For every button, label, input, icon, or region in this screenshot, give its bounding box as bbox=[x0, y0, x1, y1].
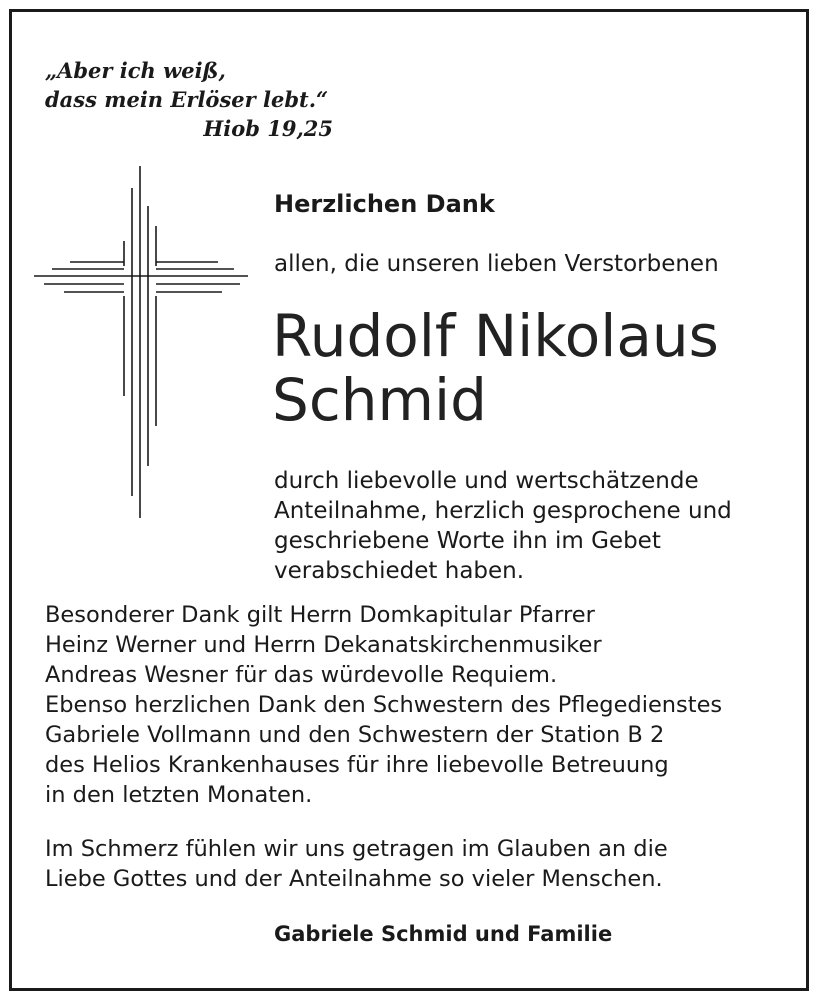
special-thanks-paragraph bbox=[45, 600, 722, 810]
text-line: Heinz Werner und Herrn Dekanatskirchenmusiker bbox=[45, 632, 602, 658]
text-line: Anteilnahme, herzlich gesprochene und bbox=[274, 498, 732, 524]
deceased-name bbox=[272, 304, 719, 432]
text-line: Andreas Wesner für das würdevolle Requiem. bbox=[45, 662, 558, 688]
quote-line: dass mein Erlöser lebt.“ bbox=[45, 87, 329, 112]
text-line: Im Schmerz fühlen wir uns getragen im Glauben an die bbox=[45, 836, 668, 862]
text-line: verabschiedet haben. bbox=[274, 558, 525, 584]
name-line: Rudolf Nikolaus bbox=[272, 302, 719, 370]
text-line: geschriebene Worte ihn im Gebet bbox=[274, 528, 661, 554]
bible-quote bbox=[45, 56, 345, 143]
signature: Gabriele Schmid und Familie bbox=[274, 922, 613, 946]
cross-icon bbox=[34, 166, 248, 518]
text-line: Besonderer Dank gilt Herrn Domkapitular Pfarrer bbox=[45, 602, 595, 628]
quote-reference: Hiob 19,25 bbox=[203, 116, 333, 141]
text-line: des Helios Krankenhauses für ihre liebevolle Betreuung bbox=[45, 752, 669, 778]
name-line: Schmid bbox=[272, 366, 487, 434]
text-line: Liebe Gottes und der Anteilnahme so vieler Menschen. bbox=[45, 866, 663, 892]
text-line: Gabriele Vollmann und den Schwestern der Station B 2 bbox=[45, 722, 665, 748]
closing-paragraph bbox=[45, 834, 668, 894]
text-line: Ebenso herzlichen Dank den Schwestern des Pflegedienstes bbox=[45, 692, 723, 718]
thanks-paragraph bbox=[274, 466, 732, 586]
text-line: durch liebevolle und wertschätzende bbox=[274, 468, 699, 494]
thanks-heading: Herzlichen Dank bbox=[274, 190, 495, 218]
quote-line: „Aber ich weiß, bbox=[45, 58, 226, 83]
intro-text: allen, die unseren lieben Verstorbenen bbox=[274, 251, 719, 277]
text-line: in den letzten Monaten. bbox=[45, 782, 313, 808]
